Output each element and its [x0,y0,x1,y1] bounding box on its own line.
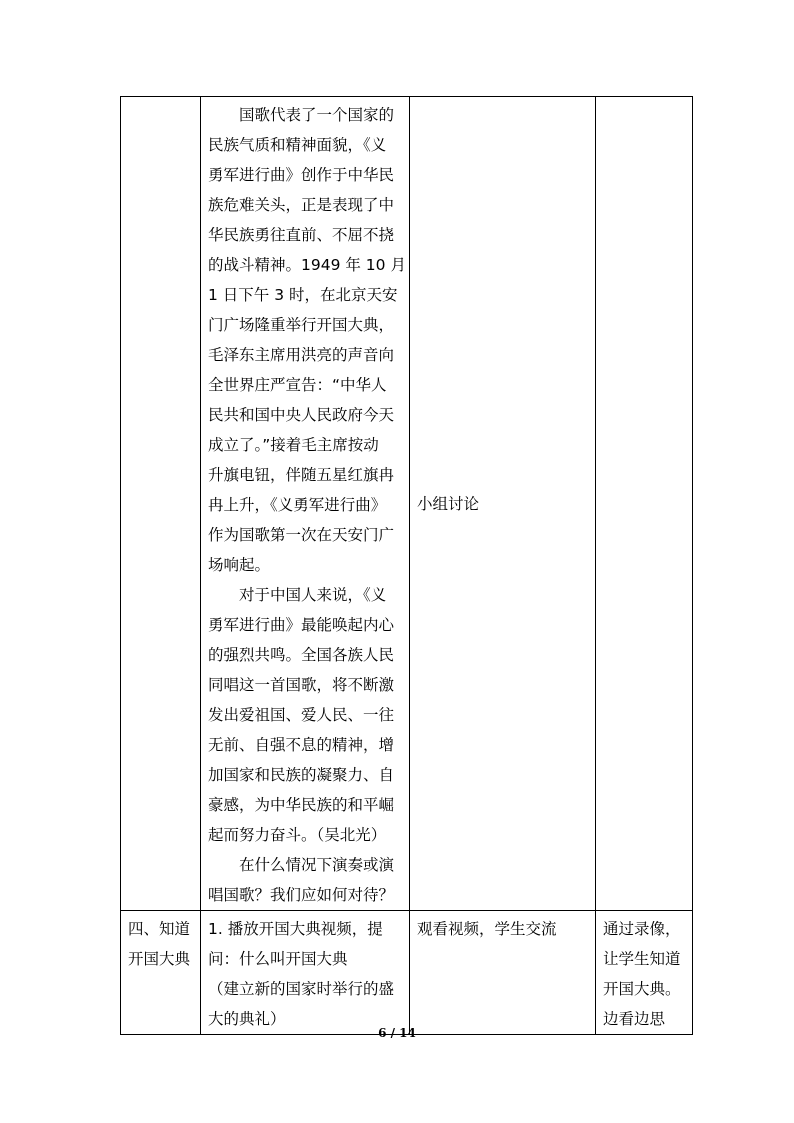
student-activity-cell [410,97,596,911]
text-line: 的强烈共鸣。全国各族人民 [208,646,395,664]
text-line: 豪感，为中华民族的和平崛 [208,796,395,814]
text-line: 毛泽东主席用洪亮的声音向 [208,346,395,364]
text-line: 民共和国中央人民政府今天 [208,406,395,424]
text-line: 问：什么叫开国大典 [208,950,348,968]
text-line: 对于中国人来说，《义 [239,586,387,604]
stage-cell [121,97,201,911]
text-line: （建立新的国家时举行的盛 [208,980,395,998]
intent-cell [596,97,693,911]
text-line: 全世界庄严宣告：“中华人 [208,376,387,394]
text-line: 起而努力奋斗。（吴北光） [208,826,387,844]
text-line: 1 日下午 3 时，在北京天安 [208,286,398,304]
student-activity-cell [410,911,596,1035]
text-line: 让学生知道 [603,950,681,968]
text-line: 通过录像， [603,920,681,938]
text-line: 开国大典。 [603,980,681,998]
content-cell [201,97,410,911]
intent-cell [596,911,693,1035]
text-line: 作为国歌第一次在天安门广 [208,526,395,544]
lesson-plan-table [120,96,693,1035]
text-line: 民族气质和精神面貌，《义 [208,136,387,154]
text-line: 大的典礼） [208,1010,286,1028]
text-line: 场响起。 [208,556,271,574]
student-activity-text: 观看视频，学生交流 [417,920,557,938]
text-line: 四、知道 [128,920,191,938]
content-cell [201,911,410,1035]
text-line: 同唱这一首国歌，将不断激 [208,676,395,694]
text-line: 成立了。”接着毛主席按动 [208,436,379,454]
text-line: 的战斗精神。1949 年 10 月 [208,256,406,274]
text-line: 勇军进行曲》创作于中华民 [208,166,395,184]
page-number: 6 / 14 [378,1026,416,1040]
text-line: 1. 播放开国大典视频，提 [208,920,383,938]
text-line: 门广场隆重举行开国大典， [208,316,395,334]
content-paragraph [208,580,403,850]
text-line: 无前、自强不息的精神，增 [208,736,395,754]
text-line: 开国大典 [128,950,191,968]
text-line: 在什么情况下演奏或演 [239,856,395,874]
text-line: 冉上升，《义勇军进行曲》 [208,496,387,514]
stage-cell [121,911,201,1035]
text-line: 边看边思 [603,1010,666,1028]
text-line: 勇军进行曲》最能唤起内心 [208,616,395,634]
text-line: 升旗电钮，伴随五星红旗冉 [208,466,395,484]
text-line: 族危难关头，正是表现了中 [208,196,395,214]
text-line: 发出爱祖国、爱人民、一往 [208,706,395,724]
text-line: 加国家和民族的凝聚力、自 [208,766,395,784]
content-paragraph [208,100,406,580]
table-row [121,911,693,1035]
text-line: 国歌代表了一个国家的 [239,106,395,124]
student-activity-text: 小组讨论 [417,494,480,513]
text-line: 唱国歌？我们应如何对待？ [208,886,395,904]
table-row [121,97,693,911]
content-paragraph [208,850,403,910]
text-line: 华民族勇往直前、不屈不挠 [208,226,395,244]
